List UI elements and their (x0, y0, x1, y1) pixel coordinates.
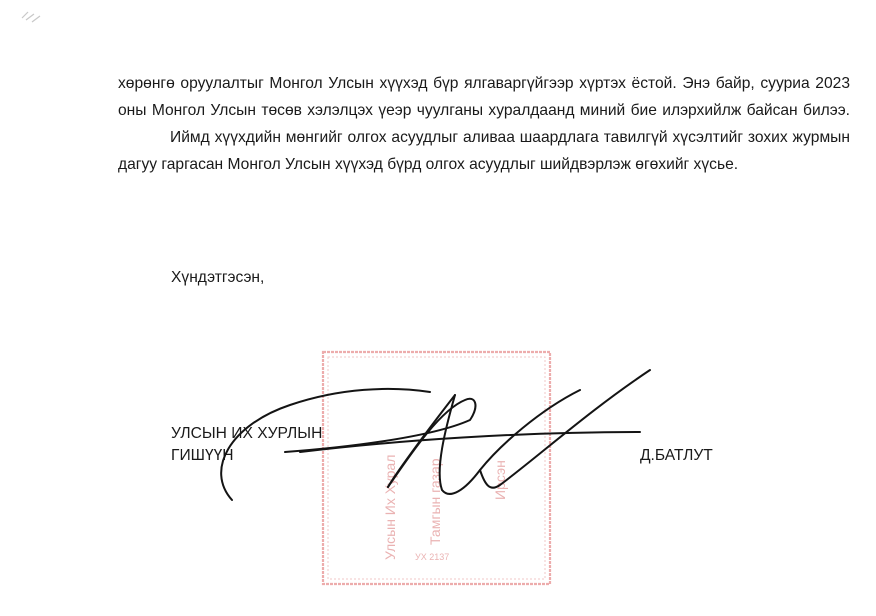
svg-text:Ирсэн: Ирсэн (492, 460, 508, 500)
signatory-title-line-1: УЛСЫН ИХ ХУРЛЫН (171, 425, 323, 442)
closing-salutation: Хүндэтгэсэн, (171, 269, 265, 286)
signatory-title-line-2: ГИШҮҮН (171, 447, 234, 464)
svg-text:Тамгын газар: Тамгын газар (427, 458, 443, 545)
svg-text:УХ 2137: УХ 2137 (415, 552, 450, 562)
paragraph-1: хөрөнгө оруулалтыг Монгол Улсын хүүхэд бүр ялгаваргүйгээр хүртэх ёстой. Энэ байр, сууриа 2023 оны Монгол Улсын төсөв хэлэлцэх үеэр чуулганы хуралдаанд миний бие илэрхийлж байсан билээ. (118, 75, 850, 119)
svg-text:Улсын Их Хурал: Улсын Их Хурал (382, 454, 398, 560)
paragraph-2: Иймд хүүхдийн мөнгийг олгох асуудлыг аливаа шаардлага тавилгүй хүсэлтийг зохих журмын дагуу гаргасан Монгол Улсын хүүхэд бүрд олгох асуудлыг шийдвэрлэж өгөхийг хүсье. (118, 129, 850, 173)
signatory-name: Д.БАТЛУТ (640, 447, 713, 464)
